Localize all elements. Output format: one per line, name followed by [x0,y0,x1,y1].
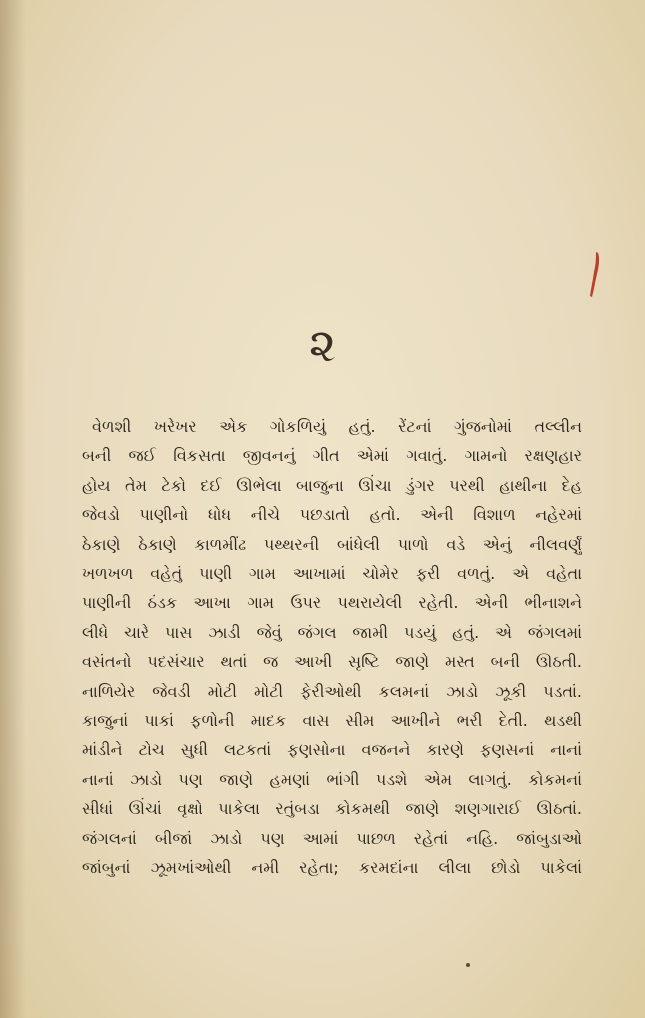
red-ink-mark [590,252,602,298]
text-line: પાણીની ઠંડક આખા ગામ ઉપર પથરાયેલી રહેતી. એની ભીનાશને [82,593,582,613]
page-speck [466,963,470,967]
text-line: જાંબુનાં ઝૂમખાંઓથી નમી રહેતા; કરમદાંના લીલા છોડો પાકેલાં [82,858,582,878]
text-line: હોય તેમ ટેકો દઈ ઊભેલા બાજુના ઊંચા ડુંગર પરથી હાથીના દેહ [82,475,582,495]
chapter-number: ૨ [308,318,336,372]
text-line: બની જઈ વિકસતા જીવનનું ગીત એમાં ગવાતું. ગામનો રક્ષણહાર [82,446,582,466]
text-line: ઠેકાણે ઠેકાણે કાળમીંઢ પથ્થરની બાંધેલી પાળો વડે એનું નીલવર્ણું [82,534,582,554]
text-line: કાજુનાં પાકાં ફળોની માદક વાસ સીમ આખીને ભરી દેતી. થડથી [82,711,582,731]
text-line: જંગલનાં બીજાં ઝાડો પણ આમાં પાછળ રહેતાં નહિ. જાંબુડાઓ [82,828,582,848]
chapter-body-text [82,412,582,883]
text-line: નાનાં ઝાડો પણ જાણે હમણાં ભાંગી પડશે એમ લાગતું. કોકમનાં [82,769,582,789]
text-line: વેળશી ખરેખર એક ગોકળિયું હતું. રેંટનાં ગુંજનોમાં તલ્લીન [92,417,582,436]
text-line: વસંતનો પદસંચાર થતાં જ આખી સૃષ્ટિ જાણે મસ્ત બની ઊઠતી. [82,652,582,672]
text-line: ખળખળ વહેતું પાણી ગામ આખામાં ચોમેર ફરી વળતું. એ વહેતા [82,564,582,584]
text-line: લીધે ચારે પાસ ઝાડી જેવું જંગલ જામી પડયું હતું. એ જંગલમાં [82,622,582,642]
page-spine-shadow [0,0,26,1018]
text-line: માંડીને ટોચ સુધી લટકતાં ફણસોના વજનને કારણે ફણસનાં નાનાં [82,740,582,760]
text-line: નાળિયેર જેવડી મોટી મોટી ફેરીઓથી કલમનાં ઝાડો ઝૂકી પડતાં. [82,681,582,701]
text-line: જેવડો પાણીનો ધોધ નીચે પછડાતો હતો. એની વિશાળ નહેરમાં [82,505,582,525]
text-line: સીધાં ઊંચાં વૃક્ષો પાકેલા રતુંબડા કોકમથી જાણે શણગારાઈ ઊઠતાં. [82,799,582,819]
